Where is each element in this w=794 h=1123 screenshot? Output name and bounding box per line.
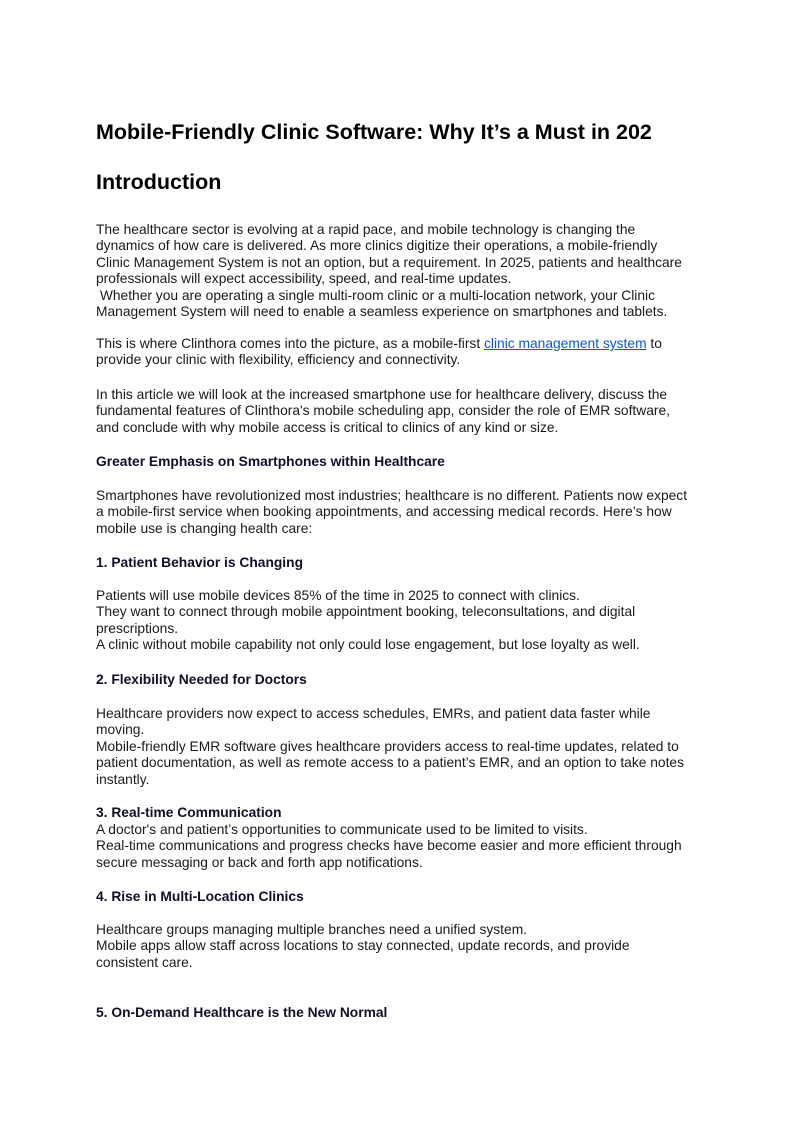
text-line: prescriptions. (96, 620, 179, 636)
text-line: consistent care. (96, 954, 193, 970)
text-line: Management System will need to enable a seamless experience on smartphones and tablets. (96, 304, 668, 320)
intro-paragraph-1 (96, 222, 706, 320)
section-2-heading: 2. Flexibility Needed for Doctors (96, 672, 307, 687)
text-line: Whether you are operating a single multi-room clinic or a multi-location network, your Clinic (96, 287, 656, 303)
text-segment: to (646, 336, 662, 351)
section-1-heading: 1. Patient Behavior is Changing (96, 555, 303, 570)
smartphones-heading: Greater Emphasis on Smartphones within Healthcare (96, 454, 445, 469)
text-line: moving. (96, 722, 145, 738)
text-line: Healthcare providers now expect to access schedules, EMRs, and patient data faster while (96, 706, 651, 721)
section-4-body (96, 922, 706, 971)
text-line: professionals will expect accessibility, speed, and real-time updates. (96, 271, 512, 287)
section-4-heading: 4. Rise in Multi-Location Clinics (96, 889, 304, 904)
text-segment: This is where Clinthora comes into the picture, as a mobile-first (96, 336, 484, 351)
section-2-body (96, 706, 706, 788)
section-1-body (96, 588, 706, 654)
text-line: A doctor's and patient’s opportunities to communicate used to be limited to visits. (96, 822, 588, 837)
text-line: Smartphones have revolutionized most industries; healthcare is no different. Patients now expect (96, 488, 688, 503)
intro-paragraph-2 (96, 336, 706, 369)
page-title: Mobile-Friendly Clinic Software: Why It’s a Must in 202 (96, 120, 652, 144)
smartphones-paragraph (96, 488, 706, 537)
text-line-with-link (96, 336, 706, 352)
text-line: instantly. (96, 771, 150, 787)
text-line: provide your clinic with flexibility, efficiency and connectivity. (96, 352, 461, 368)
text-line: A clinic without mobile capability not only could lose engagement, but lose loyalty as well. (96, 637, 640, 653)
section-3-body (96, 822, 706, 871)
text-line: dynamics of how care is delivered. As more clinics digitize their operations, a mobile-friendly (96, 238, 658, 254)
text-line: a mobile-first service when booking appointments, and accessing medical records. Here’s how (96, 504, 672, 520)
intro-paragraph-3 (96, 387, 706, 436)
text-line: secure messaging or back and forth app notifications. (96, 854, 423, 870)
section-3-heading: 3. Real-time Communication (96, 805, 282, 820)
text-line: They want to connect through mobile appointment booking, teleconsultations, and digital (96, 604, 636, 620)
text-line: Real-time communications and progress checks have become easier and more efficient through (96, 838, 682, 854)
clinic-management-system-link[interactable]: clinic management system (484, 336, 647, 351)
text-line: The healthcare sector is evolving at a rapid pace, and mobile technology is changing the (96, 222, 636, 237)
text-line: patient documentation, as well as remote access to a patient’s EMR, and an option to take notes (96, 755, 684, 771)
text-line: and conclude with why mobile access is critical to clinics of any kind or size. (96, 419, 559, 435)
text-line: mobile use is changing health care: (96, 520, 313, 536)
text-line: fundamental features of Clinthora's mobile scheduling app, consider the role of EMR software, (96, 403, 670, 419)
text-line: Mobile-friendly EMR software gives healthcare providers access to real-time updates, related to (96, 738, 679, 754)
introduction-heading: Introduction (96, 170, 222, 194)
text-line: Mobile apps allow staff across locations to stay connected, update records, and provide (96, 938, 630, 954)
text-line: Healthcare groups managing multiple branches need a unified system. (96, 922, 528, 937)
section-5-heading: 5. On-Demand Healthcare is the New Normal (96, 1005, 388, 1020)
text-line: Clinic Management System is not an option, but a requirement. In 2025, patients and healthcare (96, 254, 682, 270)
text-line: In this article we will look at the increased smartphone use for healthcare delivery, discuss the (96, 387, 668, 402)
text-line: Patients will use mobile devices 85% of the time in 2025 to connect with clinics. (96, 588, 580, 603)
